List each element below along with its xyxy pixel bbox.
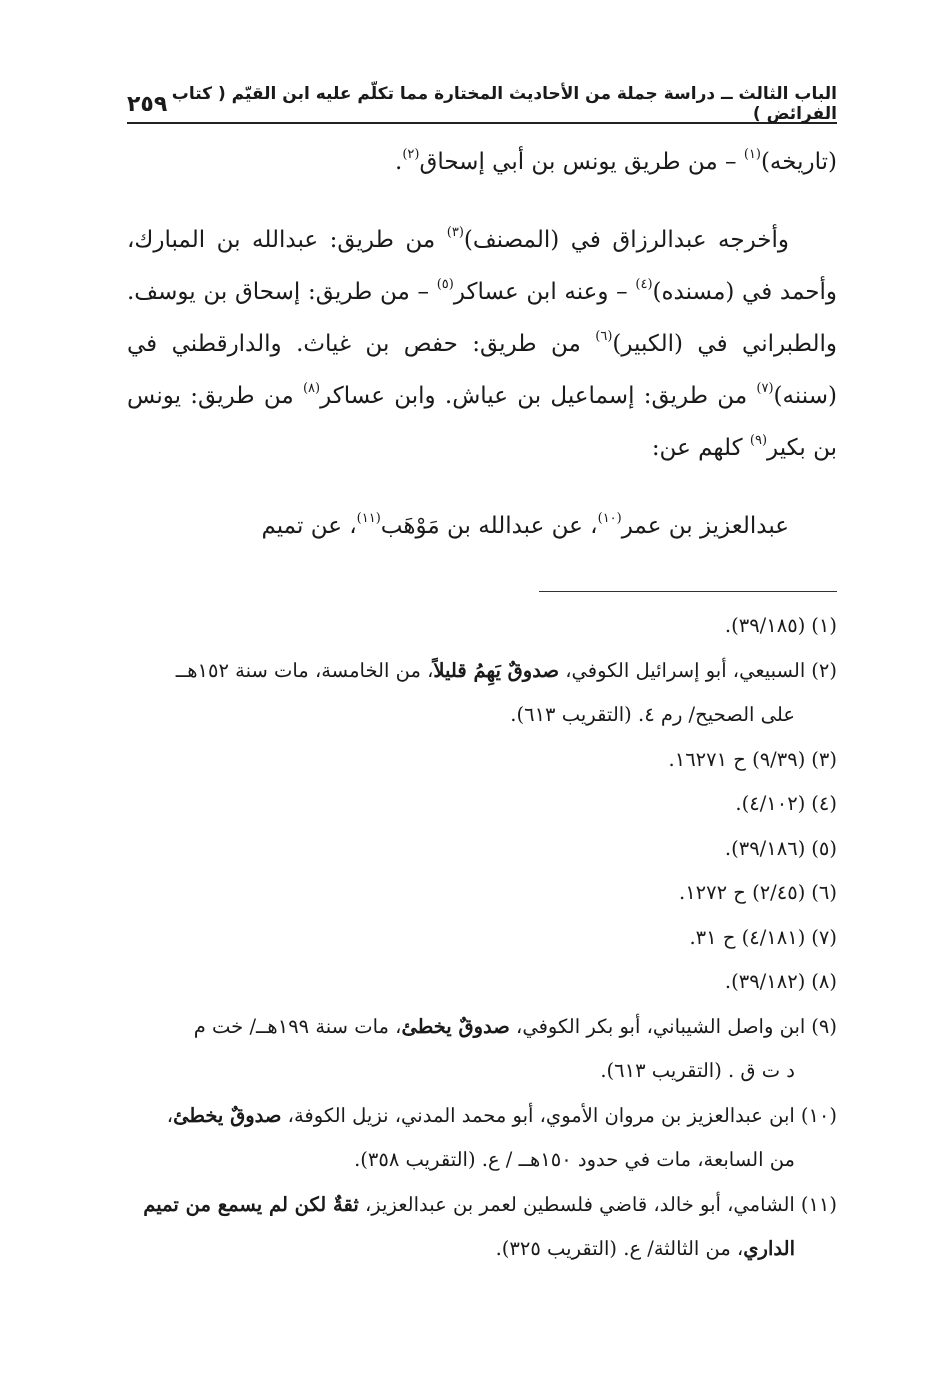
page-number: ٢٥٩ bbox=[127, 91, 168, 117]
footnote-number: (١) bbox=[811, 614, 837, 637]
text-run: – من طريق يونس بن أبي إسحاق bbox=[419, 149, 744, 175]
footnote-11-continuation bbox=[127, 1227, 837, 1272]
footnote-10 bbox=[127, 1094, 837, 1139]
text-run: من طريق: إسماعيل بن عياش. وابن عساكر bbox=[320, 383, 757, 409]
text-run: – من طريق: إسحاق بن يوسف. والطبراني في (الكبير) bbox=[127, 279, 837, 357]
footnote-8 bbox=[127, 960, 837, 1005]
footnote-number: (٥) bbox=[811, 836, 837, 860]
footnote-number: (١٠) bbox=[800, 1103, 837, 1127]
text-run: وأخرجه عبدالرزاق في (المصنف) bbox=[463, 227, 789, 253]
footnote-number: (٤) bbox=[811, 792, 837, 815]
text-run: ، من الخامسة، مات سنة ١٥٢هــ bbox=[175, 658, 434, 682]
footnote-ref-7[interactable]: (٧) bbox=[756, 381, 774, 396]
footnote-ref-11[interactable]: (١١) bbox=[356, 511, 381, 526]
footnote-2 bbox=[127, 649, 837, 694]
text-run: من طريق: يونس بن بكير bbox=[127, 383, 837, 461]
footnote-text: (٩/٣٩) ح ١٦٢٧١. bbox=[668, 747, 806, 771]
footnote-text bbox=[127, 649, 805, 694]
text-run: ، bbox=[166, 1103, 174, 1127]
text-run: كلهم عن: bbox=[651, 435, 750, 461]
text-run: من طريق: عبدالله بن المبارك، وأحمد في (مسنده) bbox=[127, 227, 837, 305]
footnote-5 bbox=[127, 827, 837, 872]
text-run: – وعنه ابن عساكر bbox=[453, 279, 636, 305]
footnote-3 bbox=[127, 738, 837, 783]
footnotes bbox=[127, 604, 837, 1272]
footnote-text: (٣٩/١٨٦). bbox=[724, 836, 806, 860]
footnote-text bbox=[127, 1005, 805, 1050]
text-run: ، مات سنة ١٩٩هــ/ خت م bbox=[193, 1014, 402, 1038]
footnote-9-continuation: د ت ق . (التقريب ٦١٣). bbox=[600, 1059, 795, 1082]
footnote-text: (٣٩/١٨٢). bbox=[724, 970, 806, 993]
footnote-7 bbox=[127, 916, 837, 961]
footnote-separator bbox=[539, 591, 837, 592]
footnote-2-continuation: على الصحيح/ رم ٤. (التقريب ٦١٣). bbox=[510, 703, 795, 726]
footnote-number: (٣) bbox=[811, 747, 837, 771]
footnote-ref-10[interactable]: (١٠) bbox=[597, 511, 622, 526]
text-run: ، عن عبدالله بن مَوْهَب bbox=[380, 513, 598, 539]
footnote-text: (٤/١٠٢). bbox=[735, 792, 806, 815]
text-run: الشامي، أبو خالد، قاضي فلسطين لعمر بن عبدالعزيز، bbox=[358, 1192, 795, 1216]
footnote-number: (٦) bbox=[811, 881, 837, 904]
footnote-ref-6[interactable]: (٦) bbox=[595, 329, 613, 344]
footnote-text bbox=[127, 1094, 795, 1139]
footnote-9 bbox=[127, 1005, 837, 1050]
paragraph-1 bbox=[127, 136, 837, 188]
text-run: ، عن تميم bbox=[261, 513, 357, 539]
footnote-ref-4[interactable]: (٤) bbox=[635, 277, 653, 292]
footnote-ref-3[interactable]: (٣) bbox=[446, 225, 464, 240]
text-run: السبيعي، أبو إسرائيل الكوفي، bbox=[559, 658, 806, 682]
footnote-11 bbox=[127, 1183, 837, 1228]
footnote-number: (٩) bbox=[811, 1014, 837, 1038]
footnote-text: (٤/١٨١) ح ٣١. bbox=[689, 925, 806, 949]
footnote-ref-8[interactable]: (٨) bbox=[302, 381, 321, 396]
footnote-ref-5[interactable]: (٥) bbox=[436, 277, 454, 292]
text-run: ، من الثالثة/ ع. (التقريب ٣٢٥). bbox=[495, 1237, 744, 1260]
footnote-1 bbox=[127, 604, 837, 649]
footnote-text: (٢/٤٥) ح ١٢٧٢. bbox=[678, 881, 806, 904]
main-text bbox=[127, 136, 837, 552]
footnote-ref-9[interactable]: (٩) bbox=[749, 433, 768, 448]
grading-bold: صدوقٌ يخطئ bbox=[401, 1014, 510, 1038]
footnote-4 bbox=[127, 782, 837, 827]
grading-bold: الداري bbox=[743, 1237, 795, 1260]
footnote-10-continuation: من السابعة، مات في حدود ١٥٠هــ / ع. (التقريب ٣٥٨). bbox=[354, 1148, 795, 1171]
footnote-ref-2[interactable]: (٢) bbox=[402, 147, 420, 162]
running-header bbox=[127, 86, 837, 124]
footnote-number: (٨) bbox=[811, 970, 837, 993]
footnote-6 bbox=[127, 871, 837, 916]
text-run: . bbox=[395, 149, 403, 175]
grading-bold: ثقةٌ لكن لم يسمع من تميم bbox=[143, 1192, 359, 1216]
grading-bold: صدوقٌ يخطئ bbox=[173, 1103, 282, 1127]
header-title: الباب الثالث ــ دراسة جملة من الأحاديث المختارة مما تكلّم عليه ابن القيّم ( كتاب الفرائض ) bbox=[171, 84, 837, 124]
footnote-ref-1[interactable]: (١) bbox=[743, 147, 761, 162]
text-run: ابن عبدالعزيز بن مروان الأموي، أبو محمد المدني، نزيل الكوفة، bbox=[281, 1103, 795, 1127]
footnote-text: (٣٩/١٨٥). bbox=[724, 614, 806, 637]
footnote-number: (٢) bbox=[811, 658, 837, 682]
text-run: (تاريخه) bbox=[760, 149, 837, 175]
text-run: عبدالعزيز بن عمر bbox=[621, 513, 789, 539]
text-run: ابن واصل الشيباني، أبو بكر الكوفي، bbox=[509, 1014, 806, 1038]
footnote-text bbox=[127, 1183, 795, 1228]
footnote-number: (٧) bbox=[811, 925, 837, 949]
text-run: من طريق: حفص بن غياث. والدارقطني في (سننه) bbox=[127, 331, 837, 409]
paragraph-2 bbox=[127, 214, 837, 474]
footnote-number: (١١) bbox=[800, 1192, 837, 1216]
grading-bold: صدوقٌ يَهِمُ قليلاً bbox=[433, 658, 560, 682]
paragraph-3 bbox=[127, 500, 837, 552]
